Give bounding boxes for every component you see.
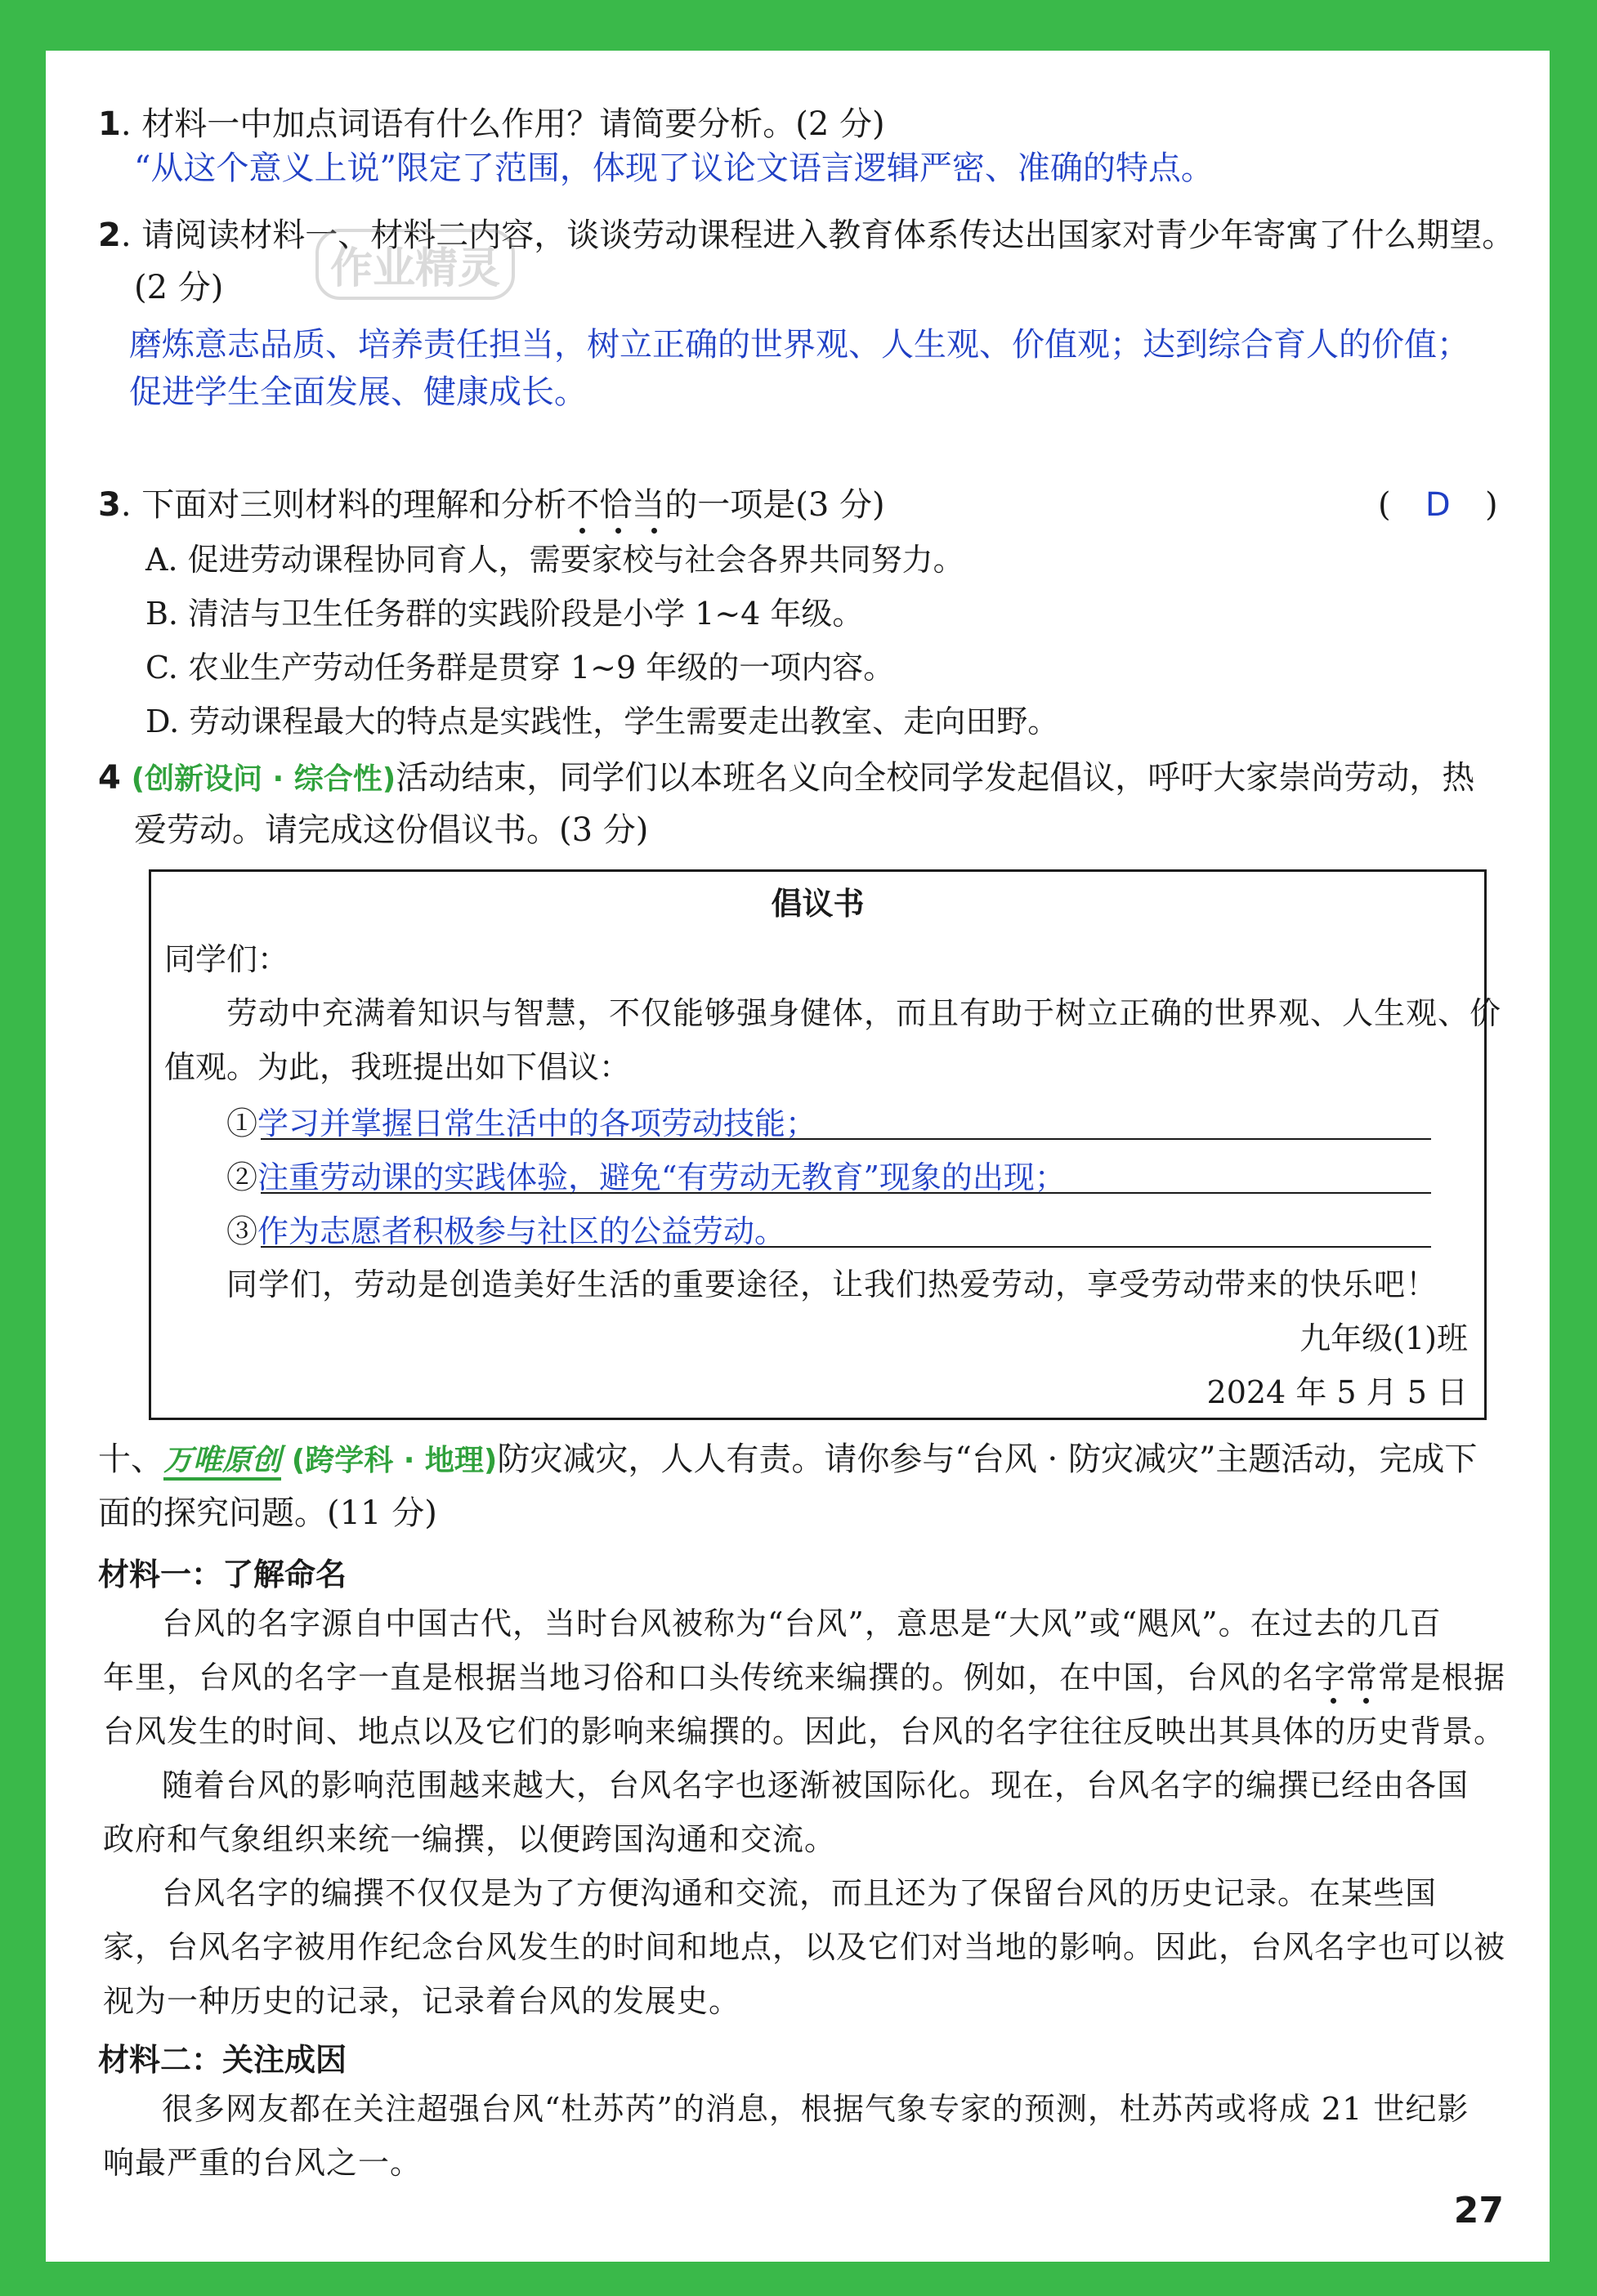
emphasis-dot [651, 528, 657, 534]
emphasis-dot [1363, 1698, 1369, 1704]
letter-date: 2024 年 5 月 5 日 [1206, 1374, 1468, 1410]
letter-body-line1: 劳动中充满着知识与智慧，不仅能够强身健体，而且有助于树立正确的世界观、人生观、价 [226, 995, 1502, 1031]
material-1-p2-line2: 政府和气象组织来统一编撰，以便跨国沟通和交流。 [103, 1821, 837, 1857]
item-2-marker: ② [226, 1159, 258, 1195]
question-2-number: 2 [98, 217, 121, 254]
material-2-p1-line2: 响最严重的台风之一。 [103, 2145, 423, 2181]
answer-close-paren: ) [1485, 486, 1498, 524]
material-2-p1-line1: 很多网友都在关注超强台风“杜苏芮”的消息，根据气象专家的预测，杜苏芮或将成 21 世纪影 [162, 2091, 1470, 2127]
question-4-prompt-line2: 爱劳动。请完成这份倡议书。(3 分) [134, 811, 649, 849]
section-10-number: 十、 [98, 1441, 163, 1478]
question-4 [98, 757, 1474, 801]
material-1-p1-line2: 年里，台风的名字一直是根据当地习俗和口头传统来编撰的。例如，在中国，台风的名字常常是根据 [103, 1659, 1506, 1695]
letter-greeting: 同学们： [164, 941, 289, 977]
question-2 [98, 214, 1514, 257]
material-1-title: 材料一：了解命名 [98, 1557, 347, 1592]
question-2-answer-line2: 促进学生全面发展、健康成长。 [129, 373, 587, 411]
answer-blank-2 [261, 1192, 1431, 1194]
section-10-heading [98, 1438, 1477, 1482]
item-2-answer: 注重劳动课的实践体验，避免“有劳动无教育”现象的出现； [257, 1159, 1066, 1195]
emphasis-dot [1331, 1698, 1336, 1704]
question-1-answer: “从这个意义上说”限定了范围，体现了议论文语言逻辑严密、准确的特点。 [134, 150, 1214, 187]
question-1-number: 1 [98, 105, 121, 143]
answer-open-paren: ( [1378, 486, 1391, 524]
question-3-option-c: C. 农业生产劳动任务群是贯穿 1~9 年级的一项内容。 [145, 650, 895, 686]
question-3-answer: D [1425, 486, 1451, 524]
question-3-option-d: D. 劳动课程最大的特点是实践性，学生需要走出教室、走向田野。 [145, 704, 1059, 739]
answer-blank-3 [261, 1246, 1431, 1248]
brand-logo: 万唯原创 [163, 1445, 281, 1481]
letter-title: 倡议书 [771, 886, 865, 922]
page-number: 27 [1453, 2190, 1504, 2231]
question-1 [98, 103, 885, 145]
watermark-logo: 作业精灵 [315, 229, 515, 300]
section-10-prompt-line2: 面的探究问题。(11 分) [98, 1494, 437, 1532]
section-10-tag: (跨学科 · 地理) [291, 1444, 498, 1477]
question-2-score: (2 分) [134, 269, 224, 306]
material-2-title: 材料二：关注成因 [98, 2042, 347, 2078]
letter-body-line2: 值观。为此，我班提出如下倡议： [164, 1049, 631, 1085]
item-1-answer: 学习并掌握日常生活中的各项劳动技能； [257, 1106, 817, 1141]
item-3-marker: ③ [226, 1213, 258, 1249]
question-3-number: 3 [98, 486, 121, 524]
material-1-p3-line1: 台风名字的编撰不仅仅是为了方便沟通和交流，而且还为了保留台风的历史记录。在某些国 [162, 1875, 1438, 1911]
proposal-letter-box [149, 869, 1502, 1420]
material-1-p3-line3: 视为一种历史的记录，记录着台风的发展史。 [103, 1983, 741, 2019]
question-3-prompt: . 下面对三则材料的理解和分析不恰当的一项是(3 分) [120, 486, 885, 524]
question-3-answer-bracket [1378, 484, 1517, 526]
question-3-option-a: A. 促进劳动课程协同育人，需要家校与社会各界共同努力。 [145, 542, 964, 578]
question-3 [98, 484, 885, 526]
emphasis-dot [579, 528, 585, 534]
material-1-p1-line1: 台风的名字源自中国古代，当时台风被称为“台风”，意思是“大风”或“飓风”。在过去的几百 [162, 1606, 1442, 1642]
material-1-p2-line1: 随着台风的影响范围越来越大，台风名字也逐渐被国际化。现在，台风名字的编撰已经由各国 [162, 1767, 1470, 1803]
question-4-prompt-line1: 活动结束，同学们以本班名义向全校同学发起倡议，呼吁大家崇尚劳动，热 [396, 759, 1475, 797]
question-2-answer-line1: 磨炼意志品质、培养责任担当，树立正确的世界观、人生观、价值观；达到综合育人的价值； [129, 326, 1470, 364]
answer-blank-1 [261, 1138, 1431, 1140]
item-3-answer: 作为志愿者积极参与社区的公益劳动。 [257, 1213, 786, 1249]
emphasis-dot [615, 528, 621, 534]
question-2-prompt: . 请阅读材料一、材料二内容，谈谈劳动课程进入教育体系传达出国家对青少年寄寓了什么期望。 [120, 217, 1515, 254]
question-4-number: 4 [98, 759, 121, 797]
letter-signature: 九年级(1)班 [1300, 1320, 1468, 1356]
item-1-marker: ① [226, 1106, 258, 1141]
material-1-p3-line2: 家，台风名字被用作纪念台风发生的时间和地点，以及它们对当地的影响。因此，台风名字也可以被 [103, 1929, 1506, 1965]
page-sheet [46, 51, 1550, 2262]
question-1-prompt: . 材料一中加点词语有什么作用？请简要分析。(2 分) [120, 105, 885, 143]
question-4-tag: (创新设问 · 综合性) [131, 762, 396, 796]
section-10-prompt-line1: 防灾减灾，人人有责。请你参与“台风 · 防灾减灾”主题活动，完成下 [497, 1441, 1478, 1478]
question-3-option-b: B. 清洁与卫生任务群的实践阶段是小学 1~4 年级。 [145, 596, 864, 632]
letter-closing: 同学们，劳动是创造美好生活的重要途径，让我们热爱劳动，享受劳动带来的快乐吧！ [226, 1266, 1438, 1302]
material-1-p1-line3: 台风发生的时间、地点以及它们的影响来编撰的。因此，台风的名字往往反映出其具体的历史背景。 [103, 1713, 1506, 1749]
